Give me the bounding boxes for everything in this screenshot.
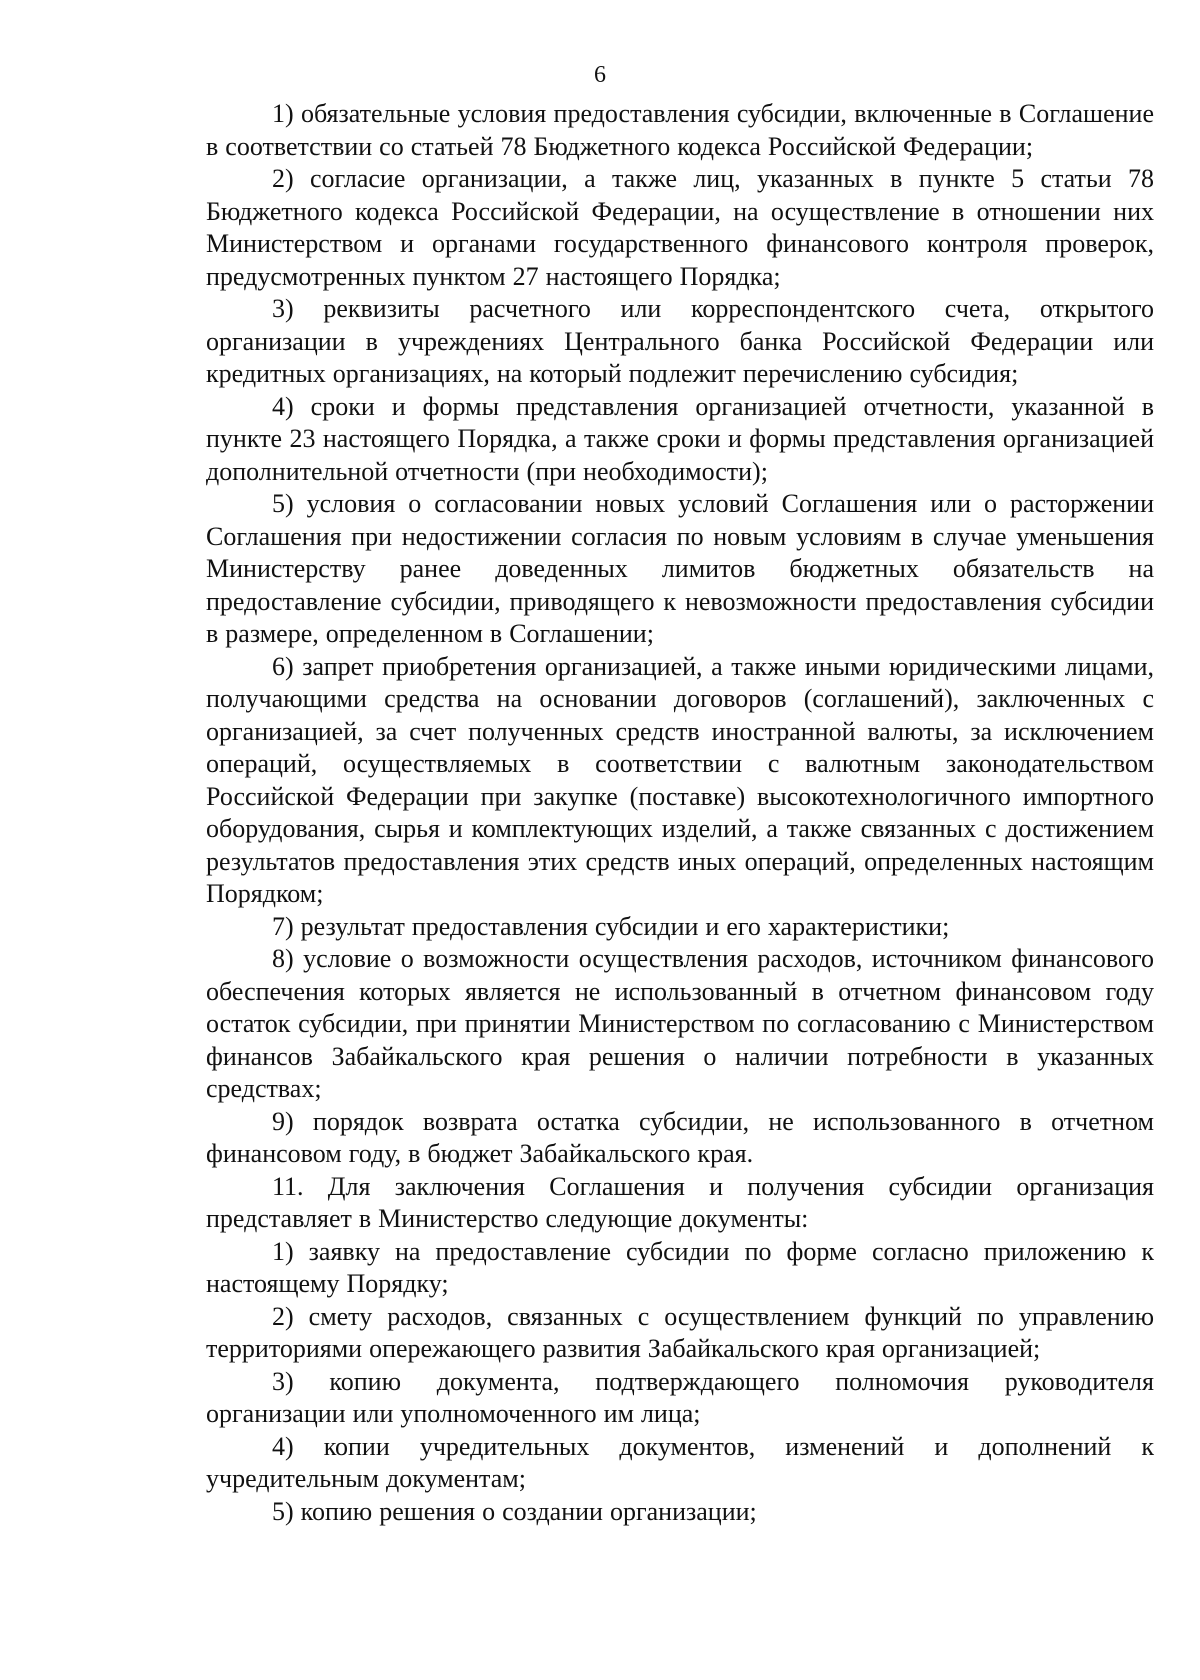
paragraph: 7) результат предоставления субсидии и его характеристики; xyxy=(272,911,950,941)
paragraph: 4) сроки и формы представления организацией отчетности, указанной в пункте 23 настоящего Порядка, а также сроки и формы представления организацией дополнительной отчетности (при необходимости); xyxy=(206,391,1154,486)
paragraph: 2) согласие организации, а также лиц, указанных в пункте 5 статьи 78 Бюджетного кодекса Российской Федерации, на осуществление в отношении них Министерством и органами государственного финансового контроля проверок, предусмотренных пунктом 27 настоящего Порядка; xyxy=(206,164,1154,291)
paragraph: 9) порядок возврата остатка субсидии, не использованного в отчетном финансовом году, в бюджет Забайкальского края. xyxy=(206,1106,1154,1168)
paragraph: 2) смету расходов, связанных с осуществлением функций по управлению территориями опережающего развития Забайкальского края организацией; xyxy=(206,1301,1154,1363)
paragraph: 1) обязательные условия предоставления субсидии, включенные в Соглашение в соответствии со статьей 78 Бюджетного кодекса Российской Федерации; xyxy=(206,99,1154,161)
paragraph: 5) копию решения о создании организации; xyxy=(272,1496,757,1526)
page-number: 6 xyxy=(594,62,606,88)
paragraph: 3) реквизиты расчетного или корреспондентского счета, открытого организации в учреждениях Центрального банка Российской Федерации или кредитных организациях, на который подлежит перечислению субсидия; xyxy=(206,294,1154,388)
paragraph: 3) копию документа, подтверждающего полномочия руководителя организации или уполномоченного им лица; xyxy=(206,1366,1154,1428)
paragraph: 1) заявку на предоставление субсидии по форме согласно приложению к настоящему Порядку; xyxy=(206,1236,1154,1298)
paragraph: 11. Для заключения Соглашения и получения субсидии организация представляет в Министерство следующие документы: xyxy=(206,1171,1154,1233)
paragraph: 6) запрет приобретения организацией, а также иными юридическими лицами, получающими средства на основании договоров (соглашений), заключенных с организацией, за счет полученных средств иностранной валюты, за исключением операций, осуществляемых в соответствии с валютным законодательством Российской Федерации при закупке (поставке) высокотехнологичного импортного оборудования, сырья и комплектующих изделий, а также связанных с достижением результатов предоставления этих средств иных операций, определенных настоящим Порядком; xyxy=(206,651,1154,908)
document-body xyxy=(206,98,1154,1528)
paragraph: 4) копии учредительных документов, изменений и дополнений к учредительным документам; xyxy=(206,1431,1154,1493)
paragraph: 5) условия о согласовании новых условий Соглашения или о расторжении Соглашения при недостижении согласия по новым условиям в случае уменьшения Министерству ранее доведенных лимитов бюджетных обязательств на предоставление субсидии, приводящего к невозможности предоставления субсидии в размере, определенном в Соглашении; xyxy=(206,489,1154,648)
paragraph: 8) условие о возможности осуществления расходов, источником финансового обеспечения которых является не использованный в отчетном финансовом году остаток субсидии, при принятии Министерством по согласованию с Министерством финансов Забайкальского края решения о наличии потребности в указанных средствах; xyxy=(206,944,1154,1103)
